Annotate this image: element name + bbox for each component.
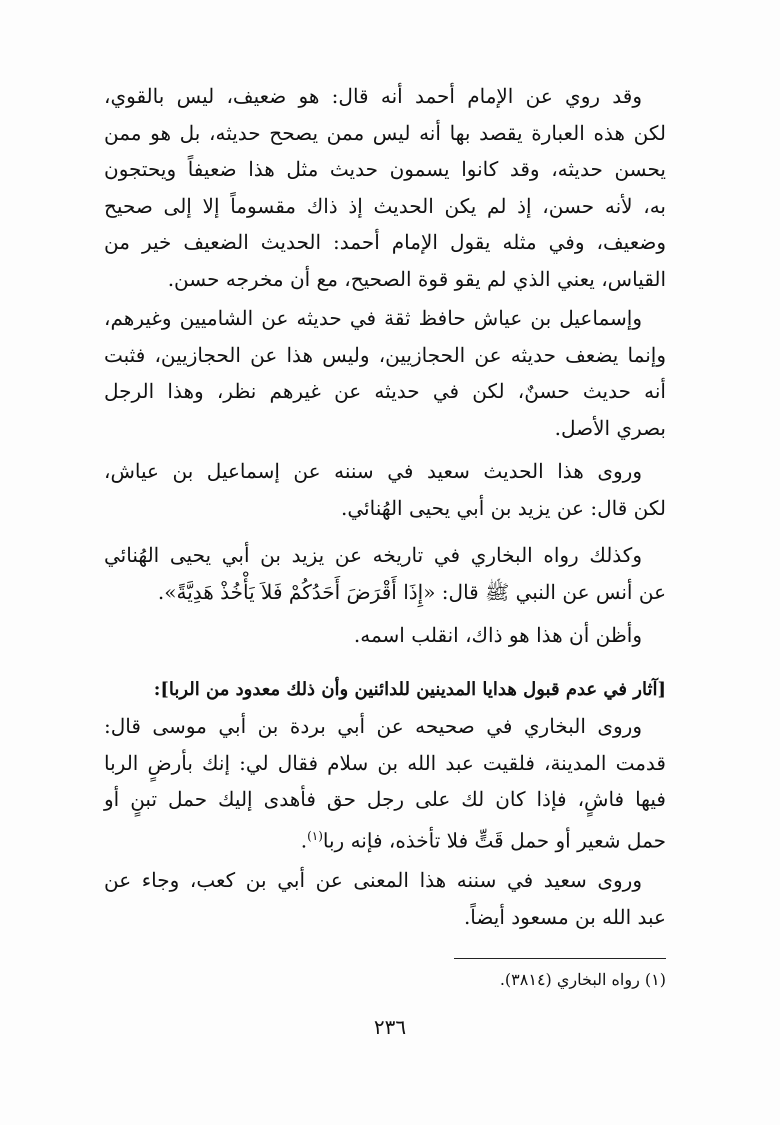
footnote-separator (454, 958, 666, 959)
footnote-reference[interactable]: (١) (307, 828, 323, 843)
text-line-content: حمل شعير أو حمل قَتٍّ فلا تأخذه، فإنه ربا (322, 828, 666, 853)
paragraph-6 (104, 708, 666, 859)
text-line: عن أنس عن النبي ﷺ قال: «إِذَا أَقْرَضَ أَحَدُكُمْ فَلاَ يَأْخُذْ هَدِيَّةً». (157, 579, 666, 604)
text-line: لكن قال: عن يزيد بن أبي يحيى الهُنائي. (341, 495, 666, 520)
paragraph-5 (104, 617, 666, 654)
text-line: به، لأنه حسن، إذ لم يكن الحديث إذ ذاك مقسوماً إلا إلى صحيح (104, 193, 666, 218)
text-line: أنه حديث حسنٌ، لكن في حديثه عن غيرهم نظر، وهذا الرجل (104, 379, 666, 403)
paragraph-3 (104, 453, 666, 526)
footnote: (١) رواه البخاري (٣٨١٤). (499, 970, 666, 989)
text-line: القياس، يعني الذي لم يقو قوة الصحيح، مع أن مخرجه حسن. (167, 266, 666, 291)
text-line: لكن هذه العبارة يقصد بها أنه ليس ممن يصحح حديثه، بل هو ممن (104, 120, 666, 145)
text-line: يحسن حديثه، وقد كانوا يسمون حديث مثل هذا ضعيفاً ويحتجون (104, 157, 666, 181)
text-line: وروى البخاري في صحيحه عن أبي بردة بن أبي موسى قال: (104, 714, 642, 738)
section-heading: [آثار في عدم قبول هدايا المدينين للدائنين وأن ذلك معدود من الربا]: (153, 679, 666, 700)
paragraph-4 (104, 537, 666, 610)
page-number: ٢٣٦ (373, 1015, 407, 1039)
paragraph-7 (104, 862, 666, 935)
text-line: فيها فاشٍ، فإذا كان لك على رجل حق فأهدى إليك حمل تبنٍ أو (104, 787, 666, 811)
text-line: وضعيف، وفي مثله يقول الإمام أحمد: الحديث الضعيف خير من (104, 230, 666, 254)
text-line: وقد روي عن الإمام أحمد أنه قال: هو ضعيف، ليس بالقوي، (104, 84, 642, 108)
text-line: وإنما يضعف حديثه عن الحجازيين، وليس هذا عن الحجازيين، فثبت (104, 342, 666, 367)
text-line: عبد الله بن مسعود أيضاً. (463, 904, 666, 929)
text-line: وروى سعيد في سننه هذا المعنى عن أبي بن كعب، وجاء عن (104, 868, 642, 892)
text-line: وروى هذا الحديث سعيد في سننه عن إسماعيل بن عياش، (104, 459, 642, 483)
text-line: وكذلك رواه البخاري في تاريخه عن يزيد بن أبي يحيى الهُنائي (104, 543, 642, 567)
paragraph-1 (104, 78, 666, 297)
text-line: وأظن أن هذا هو ذاك، انقلب اسمه. (353, 623, 642, 647)
text-line: قدمت المدينة، فلقيت عبد الله بن سلام فقال لي: إنك بأرضٍ الربا (104, 750, 666, 775)
text-line: بصري الأصل. (554, 415, 666, 440)
text-line: حمل شعير أو حمل قَتٍّ فلا تأخذه، فإنه ربا$^{(١)}$. (300, 828, 666, 853)
paragraph-2 (104, 300, 666, 446)
text-line: وإسماعيل بن عياش حافظ ثقة في حديثه عن الشاميين وغيرهم، (104, 306, 642, 330)
